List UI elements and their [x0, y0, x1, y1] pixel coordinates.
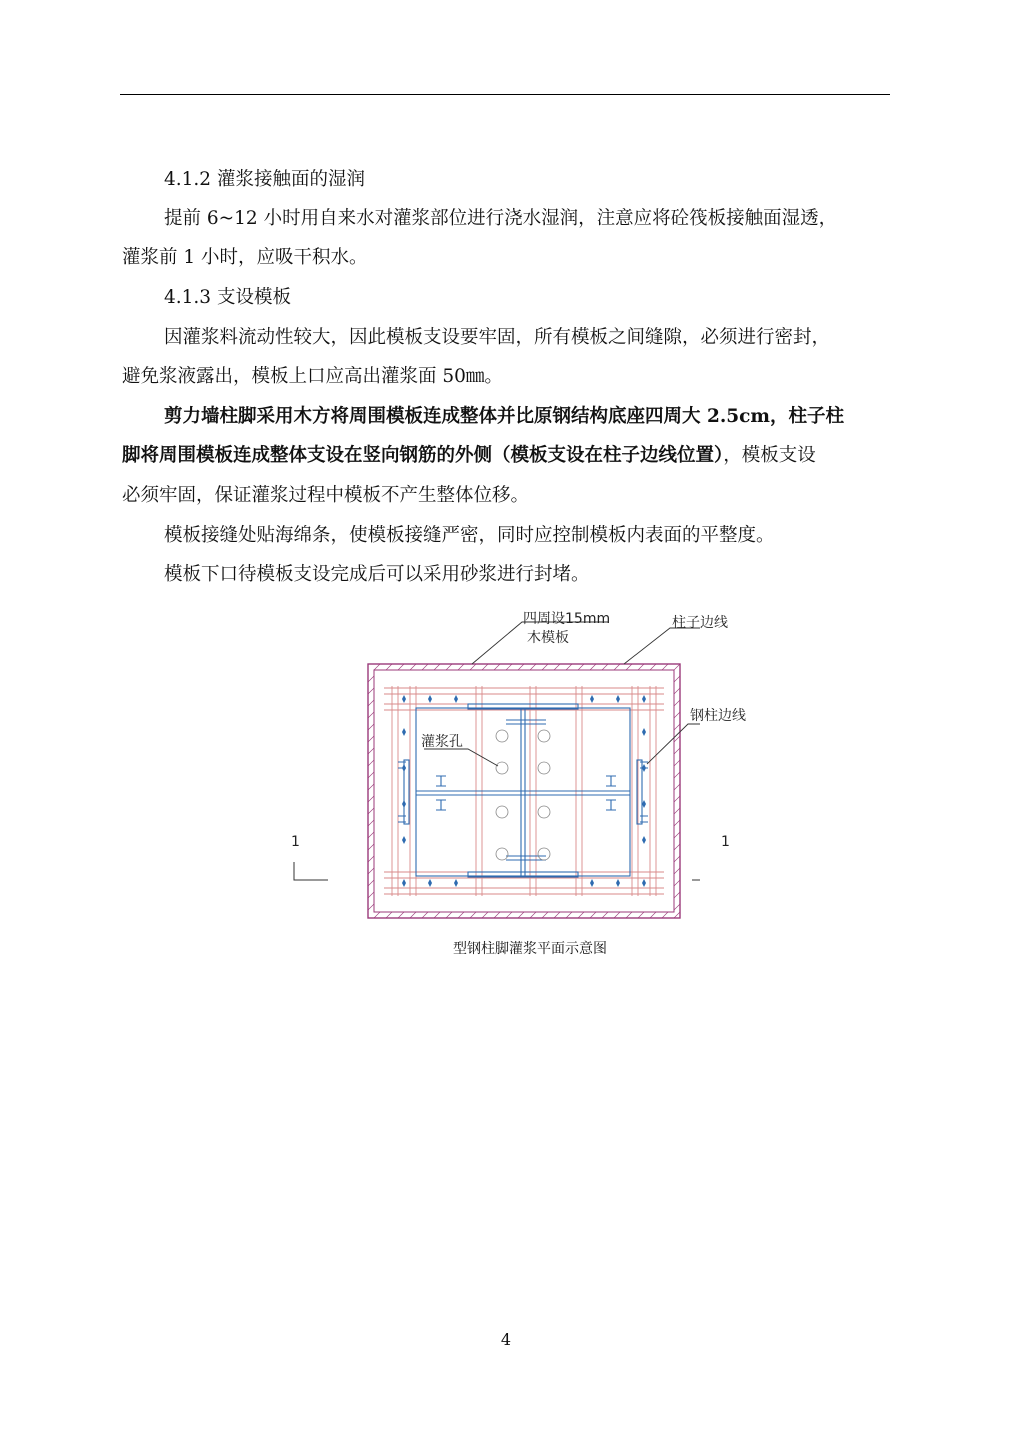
paragraph-line: 避免浆液露出，模板上口应高出灌浆面 50㎜。 — [122, 366, 503, 387]
paragraph-line: 必须牢固，保证灌浆过程中模板不产生整体位移。 — [122, 485, 530, 506]
paragraph-line: 因灌浆料流动性较大，因此模板支设要牢固，所有模板之间缝隙，必须进行密封， — [164, 327, 831, 348]
paragraph-line: 模板接缝处贴海绵条，使模板接缝严密，同时应控制模板内表面的平整度。 — [164, 525, 775, 546]
label-steel-edge: 钢柱边线 — [690, 708, 746, 724]
bold-text: 脚将周围模板连成整体支设在竖向钢筋的外侧（模板支设在柱子边线位置） — [122, 445, 724, 466]
bold-paragraph-line: 剪力墙柱脚采用木方将周围模板连成整体并比原钢结构底座四周大 2.5cm，柱子柱 — [164, 406, 844, 427]
mixed-paragraph-line — [122, 436, 892, 475]
section-heading-4-1-2: 4.1.2 灌浆接触面的湿润 — [164, 169, 365, 190]
paragraph-line: 模板下口待模板支设完成后可以采用砂浆进行封堵。 — [164, 564, 590, 585]
section-heading-4-1-3: 4.1.3 支设模板 — [164, 287, 291, 308]
section-mark-left: 1 — [291, 834, 300, 850]
section-mark-right: 1 — [721, 834, 730, 850]
normal-text: ，模板支设 — [723, 445, 816, 466]
label-grout-hole: 灌浆孔 — [421, 734, 463, 750]
figure-caption: 型钢柱脚灌浆平面示意图 — [453, 941, 607, 957]
label-column-edge: 柱子边线 — [672, 615, 728, 631]
grouting-plan-figure — [280, 600, 700, 930]
label-formwork-line2: 木模板 — [527, 630, 569, 646]
label-formwork-line1: 四周设15mm — [523, 611, 611, 627]
header-rule — [120, 94, 890, 95]
paragraph-line: 灌浆前 1 小时，应吸干积水。 — [122, 247, 368, 268]
paragraph-line: 提前 6~12 小时用自来水对灌浆部位进行浇水湿润，注意应将砼筏板接触面湿透， — [164, 208, 838, 229]
steel-column-section — [398, 704, 648, 877]
page-number: 4 — [500, 1330, 512, 1349]
